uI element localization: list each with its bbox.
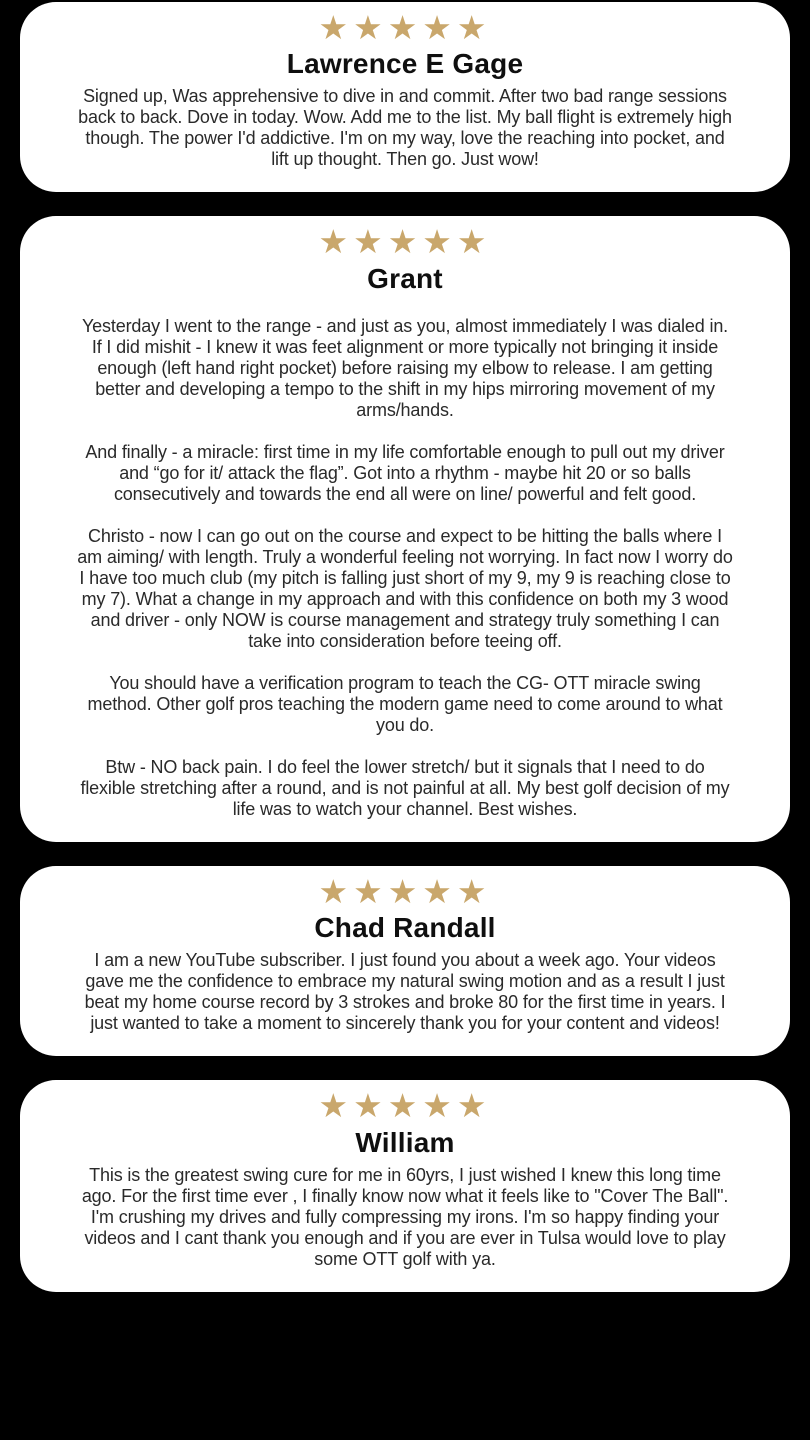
review-paragraph: This is the greatest swing cure for me in 60yrs, I just wished I knew this long time ago. For the first time ever , I finally know now what it feels like to "Cover The Ball". I'm crushing my drives and fully compressing my irons. I'm so happy finding your videos and I cant thank you enough and if you are ever in Tulsa would love to play some OTT golf with ya. <box>81 1164 729 1269</box>
review-paragraph: Signed up, Was apprehensive to dive in and commit. After two bad range sessions back to back. Dove in today. Wow. Add me to the list. My ball flight is extremely high though. The power I'd addictive. I'm on my way, love the reaching into pocket, and lift up thought. Then go. Just wow! <box>78 86 732 170</box>
reviewer-name: William <box>355 1126 455 1158</box>
review-paragraph: Yesterday I went to the range - and just as you, almost immediately I was dialed in. If I did mishit - I knew it was feet alignment or more typically not bringing it inside enough (left hand right pocket) before raising my elbow to release. I am getting better and developing a tempo to the shift in my hips mirroring movement of my arms/hands. <box>81 315 729 420</box>
reviewer-name: Grant <box>367 262 443 294</box>
review-card <box>20 866 790 1056</box>
review-text <box>76 316 734 820</box>
star-rating-icon: ★★★★★ <box>318 1086 492 1126</box>
review-paragraph: You should have a verification program to teach the CG- OTT miracle swing method. Other golf pros teaching the modern game need to come around to what you do. <box>87 672 723 735</box>
review-text <box>76 1165 734 1270</box>
review-paragraph: I am a new YouTube subscriber. I just found you about a week ago. Your videos gave me the confidence to embrace my natural swing motion and as a result I just beat my home course record by 3 strokes and broke 80 for the first time in years. I just wanted to take a moment to sincerely thank you for your content and videos! <box>84 950 726 1034</box>
star-rating-icon: ★★★★★ <box>318 222 492 262</box>
star-rating-icon: ★★★★★ <box>318 8 492 47</box>
review-card <box>20 2 790 192</box>
review-text <box>76 950 734 1034</box>
review-card <box>20 216 790 841</box>
review-paragraph: And finally - a miracle: first time in my life comfortable enough to pull out my driver and “go for it/ attack the flag”. Got into a rhythm - maybe hit 20 or so balls consecutively and towards the end all were on line/ powerful and felt good. <box>85 441 725 504</box>
review-paragraph: Christo - now I can go out on the course and expect to be hitting the balls where I am aiming/ with length. Truly a wonderful feeling not worrying. In fact now I worry do I have too much club (my pitch is falling just short of my 9, my 9 is reaching close to my 7). What a change in my approach and with this confidence on both my 3 wood and driver - only NOW is course management and strategy truly something I can take into consideration before teeing off. <box>77 525 733 651</box>
reviewer-name: Lawrence E Gage <box>286 48 524 80</box>
review-paragraph: Btw - NO back pain. I do feel the lower stretch/ but it signals that I need to do flexible stretching after a round, and is not painful at all. My best golf decision of my life was to watch your channel. Best wishes. <box>80 756 730 819</box>
review-text <box>76 86 734 170</box>
reviewer-name: Chad Randall <box>314 912 496 944</box>
star-rating-icon: ★★★★★ <box>318 871 492 911</box>
review-card <box>20 1080 790 1291</box>
